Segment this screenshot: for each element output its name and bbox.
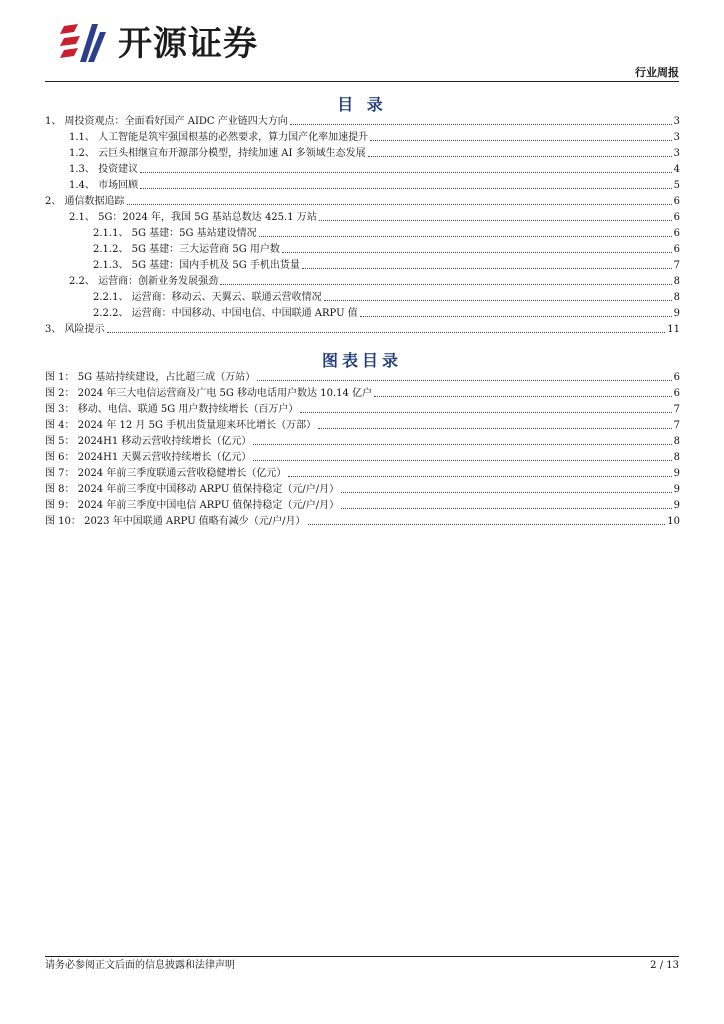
toc-entry[interactable] (45, 288, 680, 304)
figure-entry-label: 图 10： 2023 年中国联通 ARPU 值略有减少（元/户/月） (45, 516, 306, 527)
dot-leader (360, 316, 672, 317)
toc-entry-page: 6 (673, 196, 680, 207)
toc-entry-page: 6 (673, 212, 680, 223)
dot-leader (257, 380, 671, 381)
toc-entry-label: 3、 风险提示 (45, 324, 105, 335)
dot-leader (341, 492, 671, 493)
dot-leader (290, 124, 672, 125)
toc-entry[interactable] (45, 128, 680, 144)
figure-entry-page: 9 (673, 468, 680, 479)
dot-leader (302, 268, 672, 269)
dot-leader (341, 508, 671, 509)
figure-entry-page: 7 (673, 404, 680, 415)
dot-leader (319, 220, 672, 221)
toc-entry-label: 2.2、 运营商：创新业务发展强劲 (69, 276, 219, 287)
dot-leader (300, 412, 671, 413)
dot-leader (370, 140, 672, 141)
toc-entry-page: 6 (673, 228, 680, 239)
figure-list (45, 368, 680, 528)
figure-entry-label: 图 4： 2024 年 12 月 5G 手机出货量迎来环比增长（万部） (45, 420, 317, 431)
figure-entry[interactable] (45, 512, 680, 528)
toc-entry[interactable] (45, 320, 680, 336)
figure-list-title: 图表目录 (321, 351, 402, 370)
toc-entry-label: 2.1.2、 5G 基建：三大运营商 5G 用户数 (93, 244, 280, 255)
figure-entry-page: 7 (673, 420, 680, 431)
figure-entry[interactable] (45, 400, 680, 416)
toc-entry[interactable] (45, 240, 680, 256)
dot-leader (318, 428, 671, 429)
toc-entry-page: 9 (673, 308, 680, 319)
toc-entry[interactable] (45, 304, 680, 320)
figure-entry[interactable] (45, 432, 680, 448)
figure-entry-page: 6 (673, 372, 680, 383)
toc-entry[interactable] (45, 224, 680, 240)
figure-entry[interactable] (45, 496, 680, 512)
table-of-contents (45, 112, 680, 336)
company-logo-text: 开源证券 (118, 24, 258, 64)
toc-entry-page: 11 (667, 324, 680, 335)
toc-entry-label: 2.1、 5G：2024 年，我国 5G 基站总数达 425.1 万站 (69, 212, 317, 223)
toc-title: 目 录 (337, 95, 387, 114)
toc-entry-page: 3 (673, 148, 680, 159)
figure-entry[interactable] (45, 480, 680, 496)
page-header (0, 0, 724, 84)
figure-entry-page: 8 (673, 452, 680, 463)
dot-leader (374, 396, 672, 397)
dot-leader (253, 444, 671, 445)
toc-entry-page: 8 (673, 292, 680, 303)
dot-leader (127, 204, 672, 205)
toc-entry-page: 7 (673, 260, 680, 271)
toc-entry-page: 6 (673, 244, 680, 255)
dot-leader (220, 284, 672, 285)
figure-entry-page: 9 (673, 500, 680, 511)
figure-entry-label: 图 3： 移动、电信、联通 5G 用户数持续增长（百万户） (45, 404, 299, 415)
toc-entry-page: 5 (673, 180, 680, 191)
header-divider (45, 81, 679, 82)
dot-leader (253, 460, 671, 461)
toc-entry-label: 2、 通信数据追踪 (45, 196, 125, 207)
toc-entry[interactable] (45, 144, 680, 160)
figure-entry[interactable] (45, 368, 680, 384)
dot-leader (140, 188, 672, 189)
dot-leader (140, 172, 672, 173)
toc-entry-label: 1.2、 云巨头相继宣布开源部分模型，持续加速 AI 多领域生态发展 (69, 148, 366, 159)
figure-entry-page: 10 (667, 516, 680, 527)
figure-entry-label: 图 8： 2024 年前三季度中国移动 ARPU 值保持稳定（元/户/月） (45, 484, 340, 495)
toc-entry-label: 1.4、 市场回顾 (69, 180, 139, 191)
figure-entry[interactable] (45, 464, 680, 480)
toc-entry[interactable] (45, 272, 680, 288)
dot-leader (308, 524, 666, 525)
toc-entry-label: 1、 周投资观点：全面看好国产 AIDC 产业链四大方向 (45, 116, 288, 127)
dot-leader (288, 476, 671, 477)
toc-entry[interactable] (45, 112, 680, 128)
dot-leader (324, 300, 672, 301)
figure-entry-label: 图 5： 2024H1 移动云营收持续增长（亿元） (45, 436, 252, 447)
toc-entry-label: 2.2.1、 运营商：移动云、天翼云、联通云营收情况 (93, 292, 322, 303)
toc-entry-label: 2.1.3、 5G 基建：国内手机及 5G 手机出货量 (93, 260, 300, 271)
figure-entry[interactable] (45, 416, 680, 432)
page-number: 2 / 13 (650, 960, 679, 971)
toc-entry[interactable] (45, 176, 680, 192)
figure-entry-page: 9 (673, 484, 680, 495)
figure-entry[interactable] (45, 384, 680, 400)
toc-entry[interactable] (45, 256, 680, 272)
toc-entry-page: 4 (673, 164, 680, 175)
figure-entry[interactable] (45, 448, 680, 464)
toc-entry-page: 3 (673, 132, 680, 143)
toc-entry-label: 2.2.2、 运营商：中国移动、中国电信、中国联通 ARPU 值 (93, 308, 358, 319)
toc-entry-page: 8 (673, 276, 680, 287)
figure-entry-label: 图 7： 2024 年前三季度联通云营收稳健增长（亿元） (45, 468, 287, 479)
toc-entry-label: 1.3、 投资建议 (69, 164, 139, 175)
figure-entry-label: 图 1： 5G 基站持续建设，占比超三成（万站） (45, 372, 256, 383)
toc-entry-page: 3 (673, 116, 680, 127)
toc-entry[interactable] (45, 160, 680, 176)
figure-entry-page: 8 (673, 436, 680, 447)
report-type-label: 行业周报 (635, 66, 679, 79)
dot-leader (368, 156, 672, 157)
toc-entry-label: 1.1、 人工智能是筑牢强国根基的必然要求，算力国产化率加速提升 (69, 132, 369, 143)
toc-entry[interactable] (45, 192, 680, 208)
figure-entry-label: 图 6： 2024H1 天翼云营收持续增长（亿元） (45, 452, 252, 463)
figure-entry-label: 图 2： 2024 年三大电信运营商及广电 5G 移动电话用户数达 10.14 亿户 (45, 388, 373, 399)
figure-entry-page: 6 (673, 388, 680, 399)
figure-entry-label: 图 9： 2024 年前三季度中国电信 ARPU 值保持稳定（元/户/月） (45, 500, 340, 511)
toc-entry[interactable] (45, 208, 680, 224)
footer-disclaimer: 请务必参阅正文后面的信息披露和法律声明 (45, 960, 235, 971)
footer-divider (45, 956, 679, 957)
dot-leader (259, 236, 672, 237)
dot-leader (282, 252, 672, 253)
kaiyuan-logo-icon (58, 22, 110, 66)
toc-entry-label: 2.1.1、 5G 基建：5G 基站建设情况 (93, 228, 257, 239)
dot-leader (107, 332, 666, 333)
